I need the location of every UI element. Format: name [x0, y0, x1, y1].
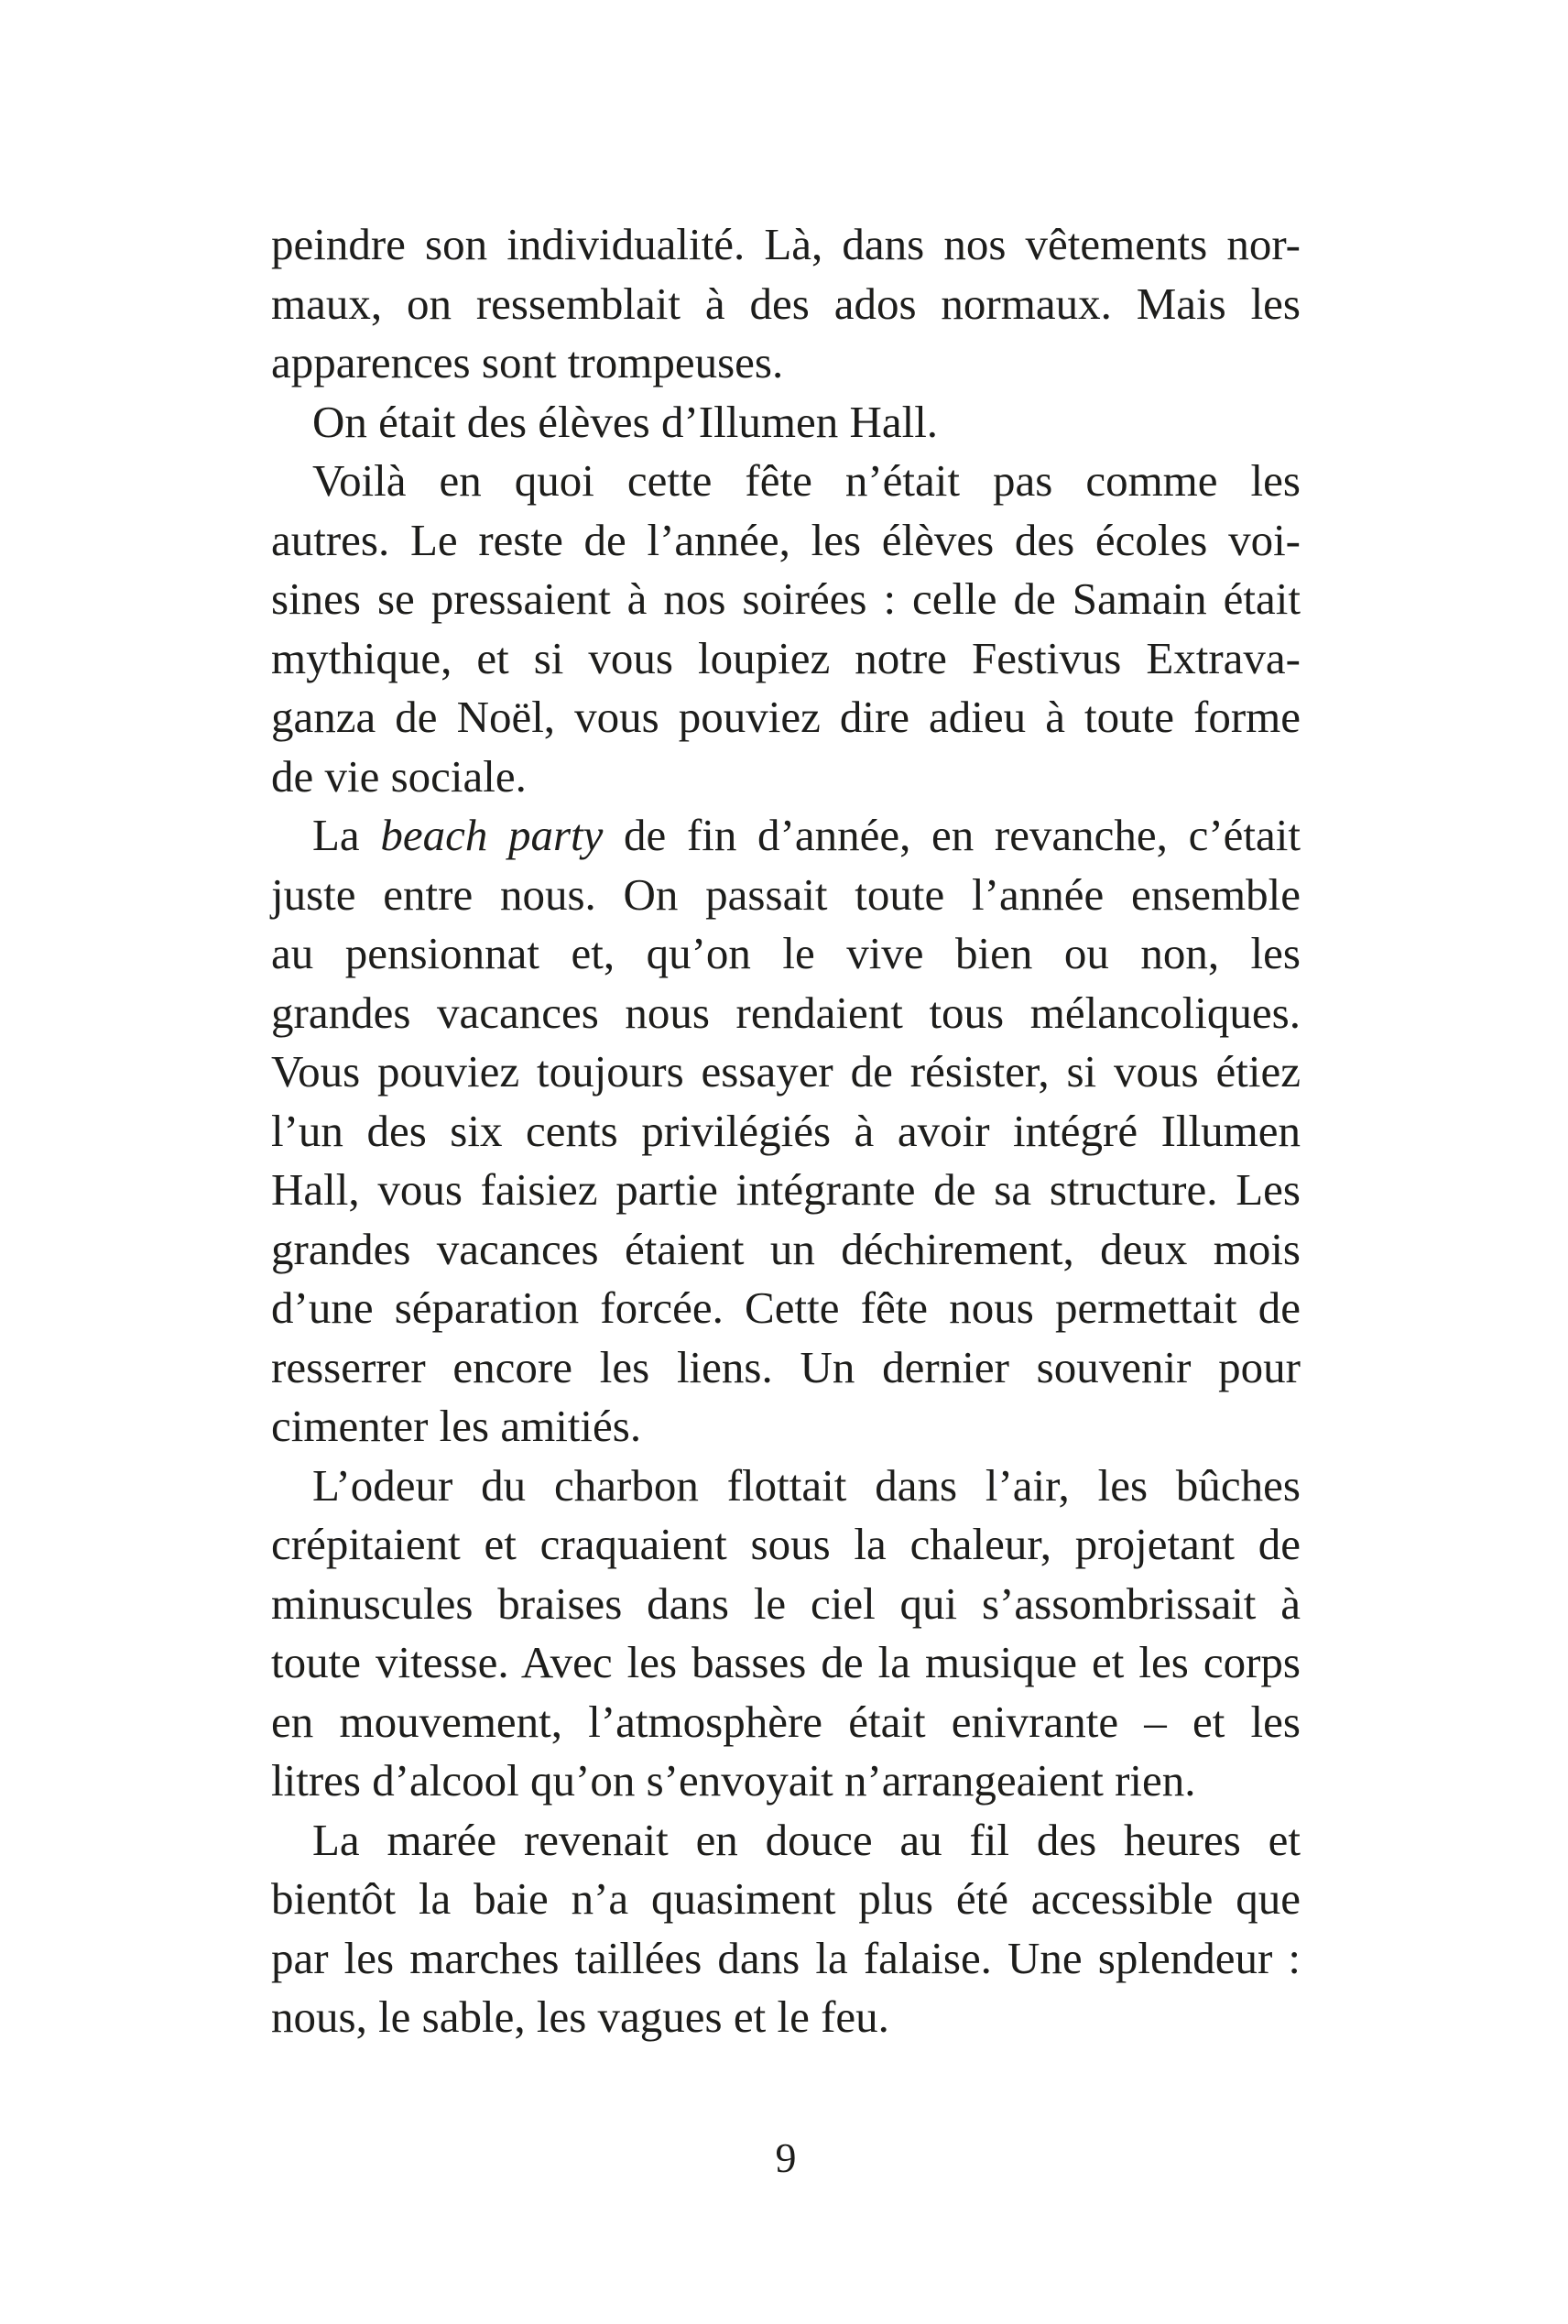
text-line: grandes vacances étaient un déchirement, deux mois	[271, 1223, 1301, 1274]
paragraph	[271, 393, 1301, 453]
text-line: La marée revenait en douce au fil des heures et	[312, 1814, 1301, 1865]
text-block	[271, 215, 1301, 2047]
text-line: par les marches taillées dans la falaise. Une splendeur :	[271, 1932, 1301, 1983]
text-line: d’une séparation forcée. Cette fête nous permettait de	[271, 1282, 1301, 1333]
text-line: resserrer encore les liens. Un dernier souvenir pour	[271, 1341, 1301, 1392]
paragraph	[271, 452, 1301, 806]
paragraph	[271, 215, 1301, 393]
text-line: en mouvement, l’atmosphère était enivrante – et les	[271, 1696, 1301, 1747]
text-line: cimenter les amitiés.	[271, 1401, 642, 1451]
text-line: L’odeur du charbon flottait dans l’air, les bûches	[312, 1459, 1301, 1511]
italic-phrase: beach party	[380, 810, 604, 860]
text-line: bientôt la baie n’a quasiment plus été accessible que	[271, 1873, 1301, 1924]
text-line: grandes vacances nous rendaient tous mélancoliques.	[271, 987, 1301, 1038]
text-line: La beach party de fin d’année, en revanche, c’était	[312, 810, 1301, 860]
text-line: l’un des six cents privilégiés à avoir intégré Illumen	[271, 1105, 1301, 1156]
page-number: 9	[775, 2134, 797, 2181]
text-line: maux, on ressemblait à des ados normaux. Mais les	[271, 278, 1301, 329]
text-line: Hall, vous faisiez partie intégrante de sa structure. Les	[271, 1164, 1301, 1215]
paragraph	[271, 806, 1301, 1457]
text-line: ganza de Noël, vous pouviez dire adieu à toute forme	[271, 692, 1301, 742]
text-line: apparences sont trompeuses.	[271, 337, 784, 387]
text-line: minuscules braises dans le ciel qui s’assombrissait à	[271, 1577, 1301, 1629]
text-line: au pensionnat et, qu’on le vive bien ou non, les	[271, 928, 1301, 978]
text-line: Vous pouviez toujours essayer de résister, si vous étiez	[271, 1046, 1301, 1097]
text-line: crépitaient et craquaient sous la chaleur, projetant de	[271, 1519, 1301, 1569]
paragraph	[271, 1457, 1301, 1811]
paragraph	[271, 1811, 1301, 2047]
text-line: On était des élèves d’Illumen Hall.	[312, 396, 939, 447]
text-line: sines se pressaient à nos soirées : celle de Samain était	[271, 573, 1301, 624]
text-line: litres d’alcool qu’on s’envoyait n’arrangeaient rien.	[271, 1755, 1196, 1806]
text-line: toute vitesse. Avec les basses de la musique et les corps	[271, 1637, 1301, 1687]
text-line: de vie sociale.	[271, 750, 527, 802]
text-line: autres. Le reste de l’année, les élèves des écoles voi-	[271, 514, 1301, 565]
text-line: mythique, et si vous loupiez notre Festivus Extrava-	[271, 632, 1301, 683]
text-line: nous, le sable, les vagues et le feu.	[271, 1991, 889, 2042]
text-line: juste entre nous. On passait toute l’année ensemble	[271, 868, 1301, 920]
text-line: Voilà en quoi cette fête n’était pas comme les	[312, 455, 1301, 506]
text-line: peindre son individualité. Là, dans nos vêtements nor-	[271, 219, 1301, 269]
